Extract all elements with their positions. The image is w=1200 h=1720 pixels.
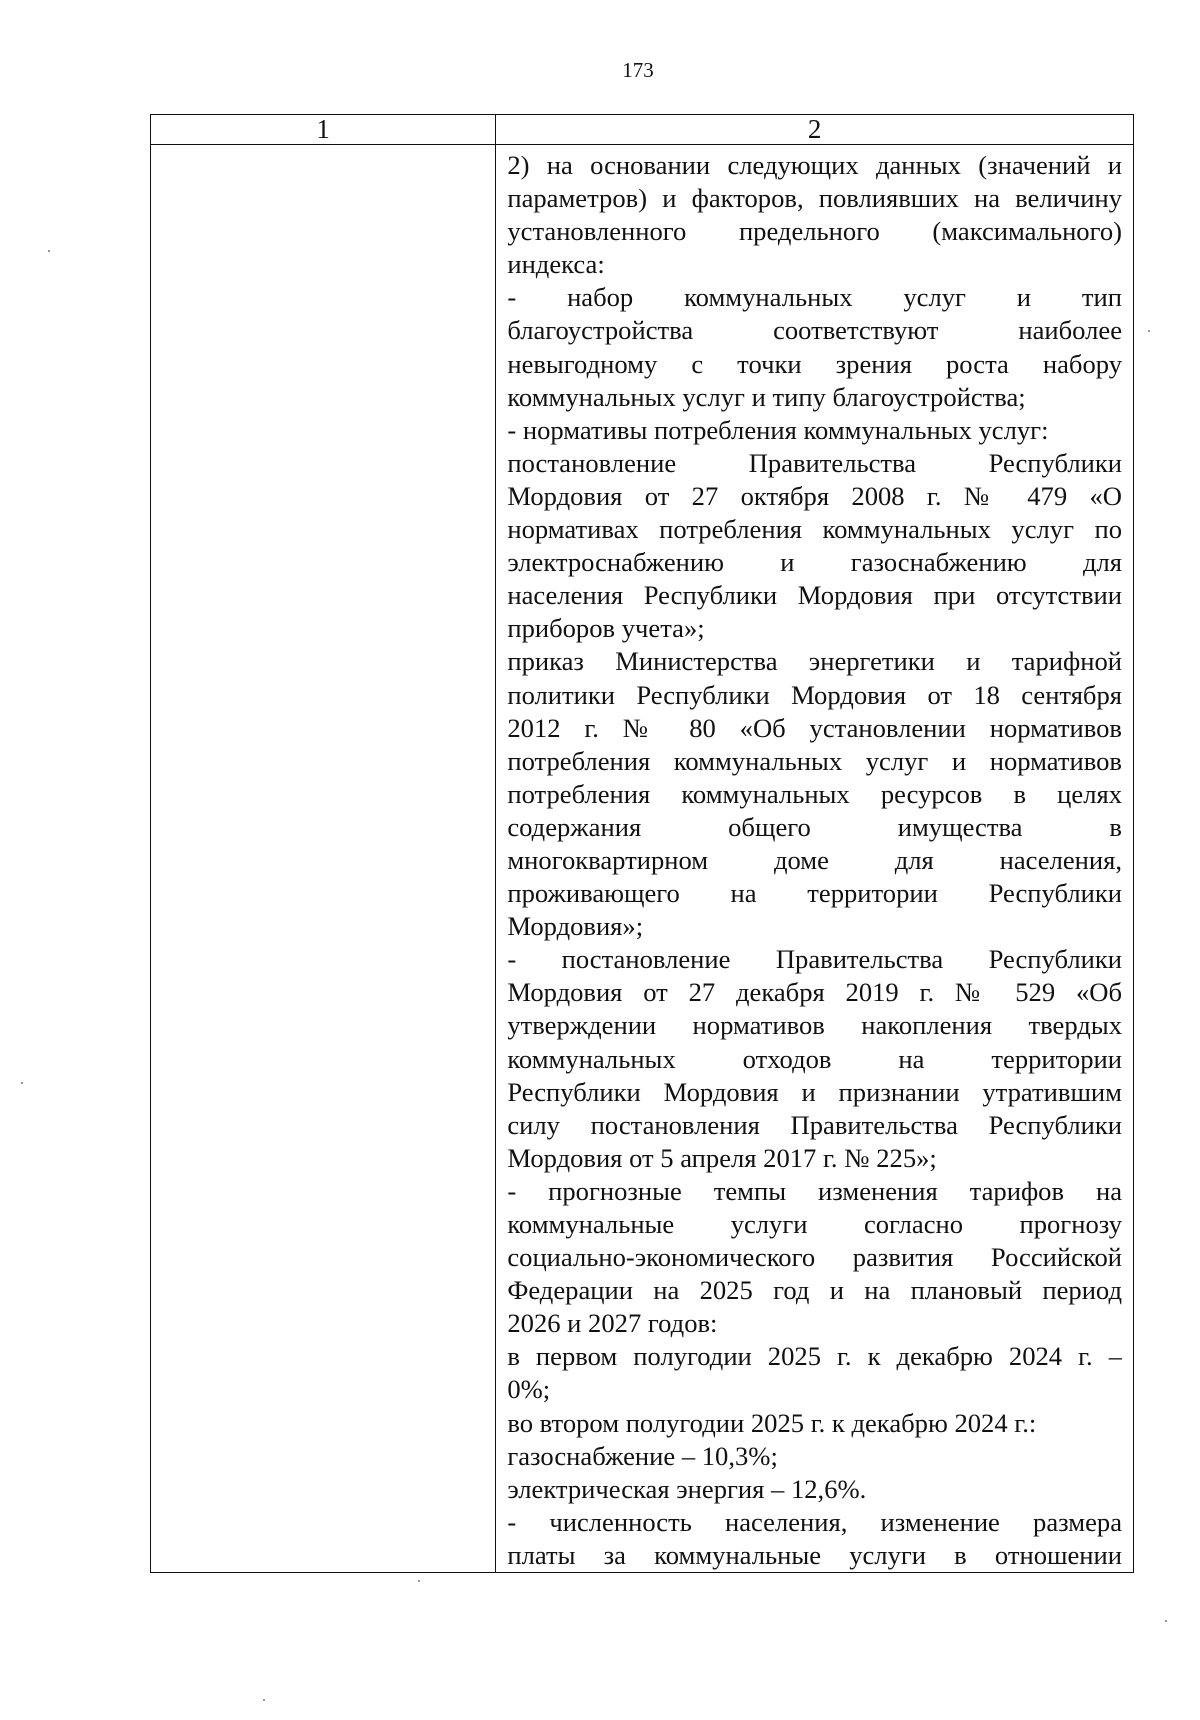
table-body-row bbox=[151, 145, 1134, 1573]
text-line: установленного предельного (максимального) bbox=[507, 216, 1122, 247]
text-line: 2) на основании следующих данных (значений и bbox=[507, 150, 1122, 180]
text-line: политики Республики Мордовия от 18 сентября bbox=[507, 679, 1122, 710]
text-line: Федерации на 2025 год и на плановый период bbox=[507, 1275, 1122, 1306]
text-line: утверждении нормативов накопления твердых bbox=[507, 1010, 1122, 1041]
text-line: газоснабжение – 10,3%; bbox=[507, 1440, 778, 1471]
column-2-cell bbox=[496, 145, 1134, 1573]
text-line: в первом полугодии 2025 г. к декабрю 2024 г. – bbox=[507, 1341, 1122, 1372]
text-line: электроснабжению и газоснабжению для bbox=[507, 547, 1122, 578]
document-table bbox=[150, 114, 1134, 1573]
text-line: приборов учета»; bbox=[507, 613, 705, 644]
column-2-text bbox=[507, 149, 1122, 1572]
page-number: 173 bbox=[622, 58, 654, 82]
text-line: Мордовия от 5 апреля 2017 г. № 225»; bbox=[507, 1142, 937, 1173]
text-line: 2026 и 2027 годов: bbox=[507, 1308, 718, 1339]
scan-speck bbox=[21, 1082, 23, 1084]
text-line: благоустройства соответствуют наиболее bbox=[507, 315, 1122, 346]
text-line: содержания общего имущества в bbox=[507, 811, 1122, 842]
text-line: социально-экономического развития Российской bbox=[507, 1242, 1122, 1273]
text-line: 2012 г. № 80 «Об установлении нормативов bbox=[507, 712, 1122, 743]
text-line: силу постановления Правительства Республики bbox=[507, 1109, 1122, 1140]
text-line: - постановление Правительства Республики bbox=[507, 944, 1122, 975]
text-line: - нормативы потребления коммунальных услуг: bbox=[507, 414, 1049, 445]
text-line: Мордовия от 27 декабря 2019 г. № 529 «Об bbox=[507, 977, 1122, 1008]
text-line: потребления коммунальных услуг и нормативов bbox=[507, 745, 1122, 776]
text-line: постановление Правительства Республики bbox=[507, 447, 1122, 478]
text-line: невыгодному с точки зрения роста набору bbox=[507, 348, 1122, 379]
text-line: коммунальные услуги согласно прогнозу bbox=[507, 1209, 1122, 1239]
column-1-cell bbox=[151, 145, 496, 1573]
text-line: Республики Мордовия и признании утратившим bbox=[507, 1076, 1122, 1107]
text-line: коммунальных отходов на территории bbox=[507, 1043, 1122, 1074]
text-line: - набор коммунальных услуг и тип bbox=[507, 282, 1122, 313]
column-header-1: 1 bbox=[151, 115, 496, 145]
text-line: 0%; bbox=[507, 1374, 551, 1405]
text-line: населения Республики Мордовия при отсутствии bbox=[507, 580, 1122, 611]
text-line: приказ Министерства энергетики и тарифной bbox=[507, 646, 1122, 677]
scan-speck bbox=[1165, 1620, 1167, 1622]
text-line: - численность населения, изменение размера bbox=[507, 1506, 1122, 1537]
text-line: - прогнозные темпы изменения тарифов на bbox=[507, 1175, 1122, 1206]
scan-speck bbox=[48, 250, 50, 252]
text-line: Мордовия»; bbox=[507, 911, 644, 942]
scan-speck bbox=[418, 1580, 420, 1582]
column-header-2: 2 bbox=[496, 115, 1134, 145]
text-line: платы за коммунальные услуги в отношении bbox=[507, 1539, 1122, 1570]
text-line: нормативах потребления коммунальных услуг по bbox=[507, 514, 1122, 545]
scan-speck bbox=[1148, 330, 1150, 332]
text-line: проживающего на территории Республики bbox=[507, 878, 1122, 909]
text-line: Мордовия от 27 октября 2008 г. № 479 «О bbox=[507, 480, 1122, 511]
text-line: потребления коммунальных ресурсов в целях bbox=[507, 778, 1122, 809]
text-line: индекса: bbox=[507, 249, 605, 280]
text-line: коммунальных услуг и типу благоустройства; bbox=[507, 381, 1026, 412]
text-line: во втором полугодии 2025 г. к декабрю 2024 г.: bbox=[507, 1407, 1037, 1438]
text-line: электрическая энергия – 12,6%. bbox=[507, 1473, 867, 1504]
scan-speck bbox=[263, 1699, 265, 1701]
text-line: параметров) и факторов, повлиявших на величину bbox=[507, 183, 1122, 214]
table-header-row bbox=[151, 115, 1134, 145]
text-line: многоквартирном доме для населения, bbox=[507, 844, 1122, 875]
